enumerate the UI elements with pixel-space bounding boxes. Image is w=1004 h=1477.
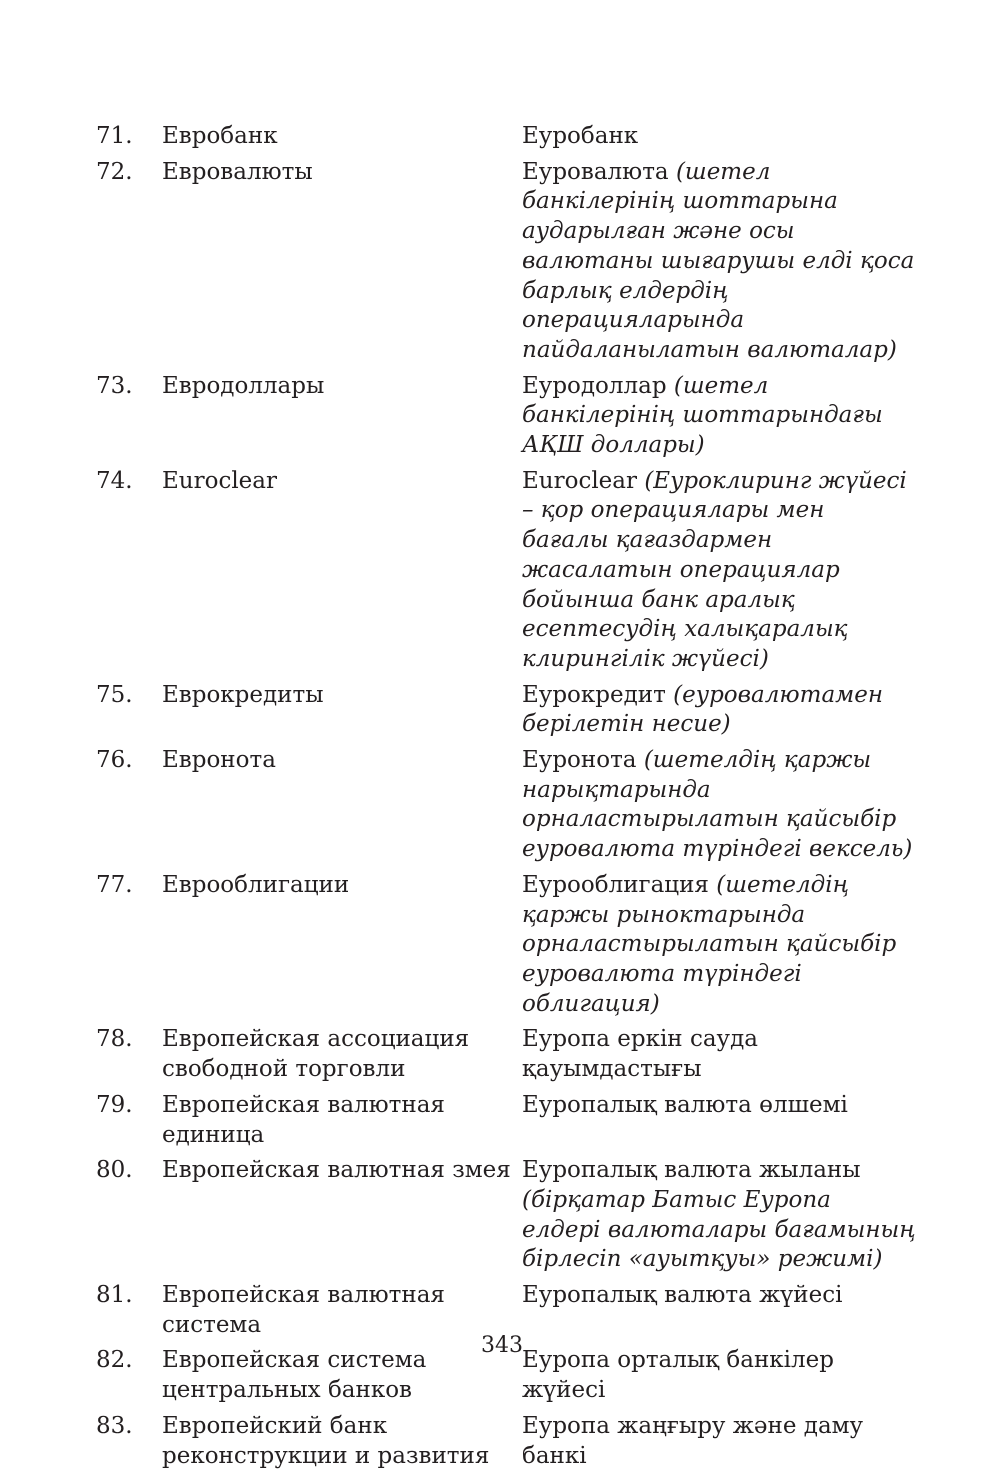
- entry-number: 82.: [96, 1347, 133, 1374]
- kazakh-term: Еурокредит: [522, 681, 674, 708]
- glossary-entry-79: [96, 1091, 916, 1150]
- glossary-entry-73: [96, 372, 916, 461]
- kazakh-term: Еуробанк: [522, 123, 639, 149]
- kazakh-term-block: [522, 1091, 916, 1150]
- page-number: 343: [481, 1333, 523, 1358]
- kazakh-term: Еуропа орталық банкілер жүйесі: [522, 1347, 834, 1404]
- kazakh-term: Еуродоллар: [522, 372, 674, 399]
- kazakh-term: Еуровалюта: [522, 158, 676, 185]
- entry-number: 83.: [96, 1412, 133, 1439]
- glossary-entry-74: [96, 467, 916, 675]
- kazakh-term: Еуропалық валюта жыланы: [522, 1157, 861, 1184]
- entry-number: 72.: [96, 158, 133, 185]
- russian-term: Евробанк: [162, 123, 278, 149]
- kazakh-note: (шетелдің қаржы нарықтарында орналастырылатын қайсыбір еуровалюта түріндегі вексель): [522, 747, 913, 863]
- kazakh-term-block: [522, 1412, 916, 1471]
- kazakh-note: (еуровалютамен берілетін несие): [522, 681, 883, 738]
- kazakh-term-block: [522, 746, 916, 865]
- russian-term: Euroclear: [162, 467, 277, 494]
- glossary-entry-78: [96, 1025, 916, 1084]
- kazakh-term-block: [522, 871, 916, 1020]
- entry-number: 73.: [96, 372, 133, 399]
- glossary-entry-76: [96, 746, 916, 865]
- glossary-list: [96, 122, 916, 1477]
- kazakh-term-block: [522, 1156, 916, 1275]
- kazakh-term-block: [522, 122, 916, 152]
- russian-term: Еврооблигации: [162, 871, 350, 898]
- kazakh-note: (бірқатар Батыс Еуропа елдері валюталары бағамының бірлесіп «ауытқуы» режимі): [522, 1186, 916, 1273]
- kazakh-term-block: [522, 1025, 916, 1084]
- glossary-entry-71: [96, 122, 916, 152]
- russian-term: Евронота: [162, 747, 276, 774]
- kazakh-term: Еуропа еркін сауда қауымдастығы: [522, 1026, 758, 1083]
- kazakh-term: Euroclear: [522, 467, 645, 494]
- russian-term: Европейский банк реконструкции и развития: [162, 1412, 490, 1469]
- entry-number: 76.: [96, 747, 133, 774]
- entry-number: 71.: [96, 123, 133, 149]
- kazakh-term-block: [522, 158, 916, 366]
- kazakh-note: (шетелдің қаржы рыноктарында орналастырылатын қайсыбір еуровалюта түріндегі облигация): [522, 871, 897, 1017]
- kazakh-note: (шетел банкілерінің шоттарына аударылған және осы валютаны шығарушы елді қоса барлық елдердің операцияларында пайдаланылатын валюталар): [522, 158, 915, 363]
- kazakh-term: Еуронота: [522, 747, 644, 774]
- russian-term: Евродоллары: [162, 372, 325, 399]
- kazakh-term: Еуропалық валюта өлшемі: [522, 1091, 848, 1118]
- entry-number: 81.: [96, 1282, 133, 1309]
- russian-term: Еврокредиты: [162, 681, 324, 708]
- kazakh-term-block: [522, 372, 916, 461]
- kazakh-term: Еурооблигация: [522, 871, 717, 898]
- entry-number: 80.: [96, 1157, 133, 1184]
- russian-term: Евровалюты: [162, 158, 313, 185]
- glossary-entry-77: [96, 871, 916, 1020]
- russian-term: Европейская ассоциация свободной торговли: [162, 1026, 470, 1083]
- kazakh-note: (шетел банкілерінің шоттарындағы АҚШ доллары): [522, 372, 883, 459]
- kazakh-term: Еуропа жаңғыру және даму банкі: [522, 1412, 864, 1469]
- kazakh-note: (Еуроклиринг жүйесі – қор операциялары мен бағалы қағаздармен жасалатын операциялар бойынша банк аралық есептесудің халықаралық клирингілік жүйесі): [522, 467, 907, 672]
- russian-term: Европейская система центральных банков: [162, 1347, 427, 1404]
- glossary-entry-72: [96, 158, 916, 366]
- glossary-entry-80: [96, 1156, 916, 1275]
- russian-term: Европейская валютная единица: [162, 1091, 445, 1148]
- entry-number: 79.: [96, 1091, 133, 1118]
- entry-number: 77.: [96, 871, 133, 898]
- entry-number: 74.: [96, 467, 133, 494]
- glossary-entry-81: [96, 1281, 916, 1340]
- glossary-entry-83: [96, 1412, 916, 1471]
- russian-term: Европейская валютная змея: [162, 1157, 511, 1184]
- entry-number: 78.: [96, 1026, 133, 1053]
- glossary-entry-75: [96, 681, 916, 740]
- kazakh-term-block: [522, 1281, 916, 1340]
- russian-term: Европейская валютная система: [162, 1282, 445, 1338]
- kazakh-term-block: [522, 681, 916, 740]
- kazakh-term-block: [522, 467, 916, 675]
- entry-number: 75.: [96, 681, 133, 708]
- kazakh-term: Еуропалық валюта жүйесі: [522, 1282, 843, 1309]
